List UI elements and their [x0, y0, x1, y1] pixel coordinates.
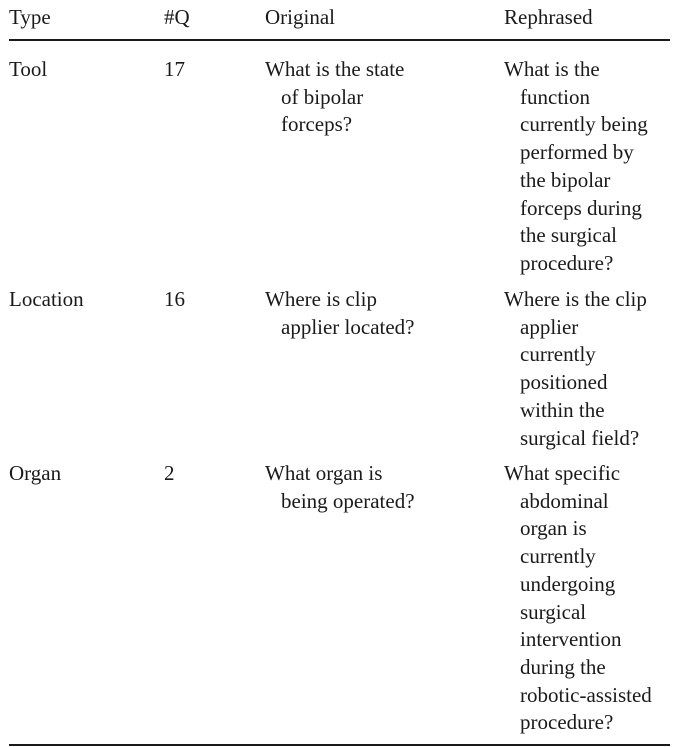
cell-count: 17 [164, 57, 185, 81]
cell-type: Organ [9, 461, 62, 485]
text-line: procedure? [520, 250, 614, 275]
text-line: surgical field? [520, 425, 640, 450]
text-line: being operated? [281, 488, 415, 513]
text-line: currently being [520, 112, 648, 137]
header-rephrased: Rephrased [504, 5, 593, 29]
text-line: undergoing [520, 571, 616, 596]
cell-original [265, 56, 450, 139]
text-line: performed by [520, 140, 634, 165]
cell-type: Location [9, 287, 84, 311]
text-line: organ is [520, 516, 587, 541]
text-line: What specific [504, 461, 621, 485]
text-line: applier [520, 314, 579, 339]
text-line: function [520, 84, 590, 109]
text-line: forceps? [281, 112, 353, 137]
text-line: abdominal [520, 488, 609, 513]
question-comparison-table [9, 0, 670, 735]
text-line: currently [520, 342, 596, 367]
text-line: What is the [504, 57, 600, 81]
text-line: procedure? [520, 710, 614, 735]
text-line: currently [520, 544, 596, 569]
cell-count: 16 [164, 287, 185, 311]
cell-rephrased [504, 460, 674, 737]
text-line: surgical [520, 599, 587, 624]
text-line: during the [520, 654, 606, 679]
text-line: What organ is [265, 461, 383, 485]
cell-original [265, 286, 450, 341]
text-line: forceps during [520, 195, 642, 220]
text-line: the bipolar [520, 167, 611, 192]
cell-rephrased [504, 286, 674, 452]
text-line: What is the state [265, 57, 405, 81]
table-header-rule [9, 39, 670, 41]
table-header-row [9, 0, 670, 37]
text-line: Where is clip [265, 287, 377, 311]
text-line: of bipolar [281, 84, 364, 109]
header-type: Type [9, 5, 51, 29]
cell-rephrased [504, 56, 674, 278]
header-count: #Q [164, 5, 190, 29]
text-line: Where is the clip [504, 287, 647, 311]
cell-original [265, 460, 450, 515]
text-line: robotic-assisted [520, 682, 652, 707]
text-line: positioned [520, 370, 608, 395]
text-line: the surgical [520, 223, 618, 248]
cell-type: Tool [9, 57, 48, 81]
table-bottom-rule [9, 744, 670, 746]
text-line: within the [520, 397, 605, 422]
cell-count: 2 [164, 461, 175, 485]
text-line: intervention [520, 627, 622, 652]
text-line: applier located? [281, 314, 415, 339]
header-original: Original [265, 5, 335, 29]
